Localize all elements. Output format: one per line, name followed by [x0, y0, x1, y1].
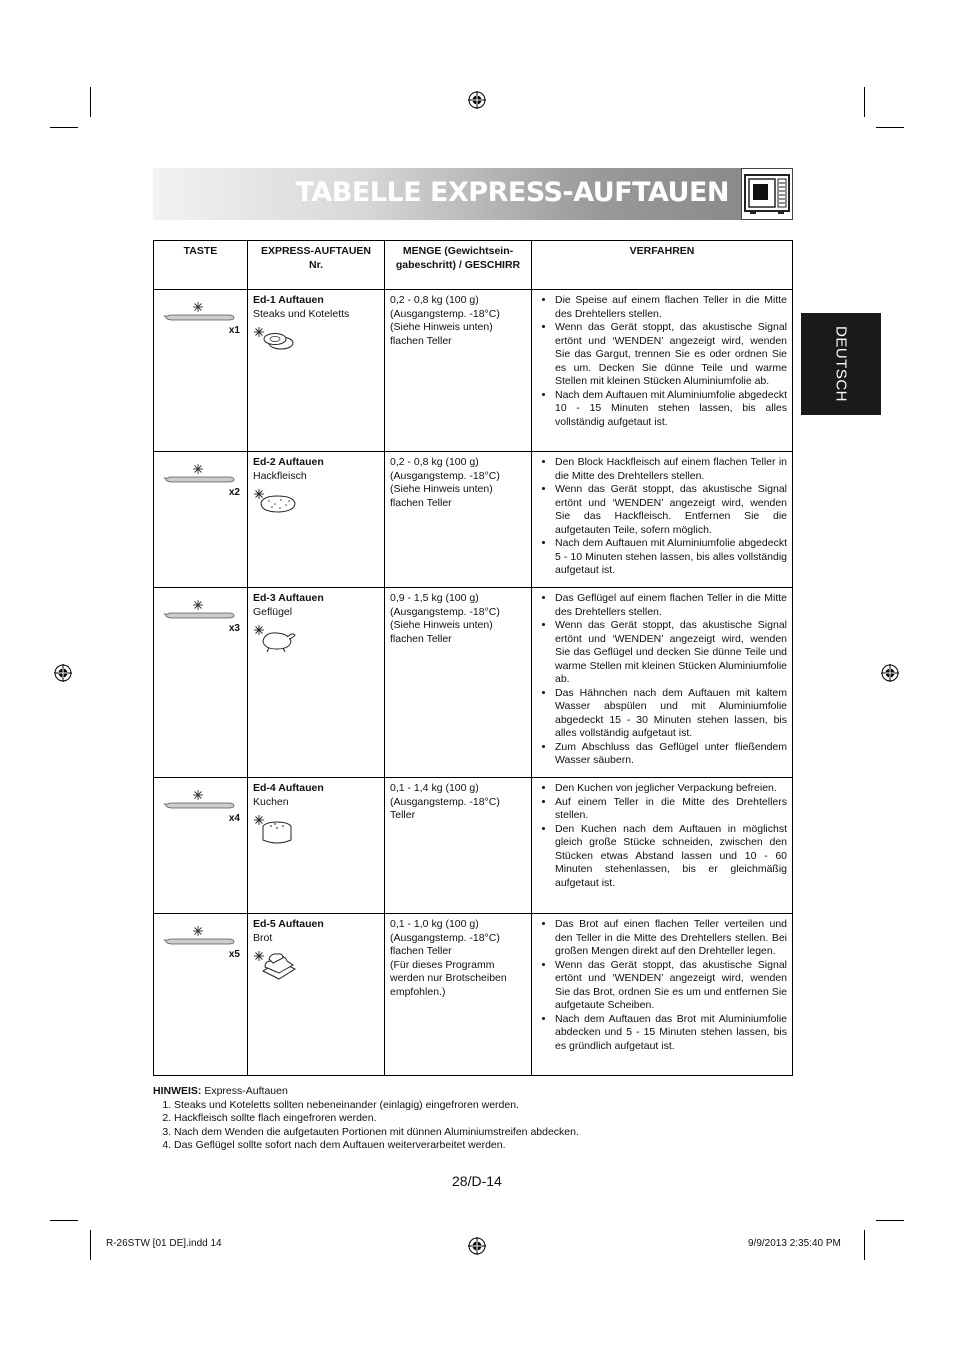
minced-meat-icon — [253, 487, 297, 515]
bread-icon — [253, 949, 297, 981]
express-defrost-key-icon — [164, 598, 236, 622]
microwave-icon — [741, 168, 793, 220]
quantity-line: (Ausgangstemp. -18°C) — [390, 469, 500, 482]
quantity-line: flachen Teller — [390, 632, 452, 645]
quantity-cell — [385, 452, 532, 588]
quantity-line: 0,1 - 1,0 kg (100 g) — [390, 918, 479, 930]
program-cell — [248, 588, 385, 778]
quantity-line: (Siehe Hinweis unten) — [390, 619, 493, 631]
quantity-line: 0,1 - 1,4 kg (100 g) — [390, 782, 479, 794]
quantity-line: Teller — [390, 809, 416, 821]
express-defrost-key-icon — [164, 462, 236, 486]
quantity-cell — [385, 778, 532, 914]
header-quantity: MENGE (Gewichtsein-gabeschritt) / GESCHIRR — [385, 241, 532, 290]
key-cell — [154, 778, 248, 914]
food-type: Kuchen — [253, 795, 289, 808]
procedure-step: • Auf einem Teller in die Mitte des Drehtellers stellen. — [555, 796, 787, 823]
table-row — [154, 914, 793, 1076]
quantity-line: (Siehe Hinweis unten) — [390, 483, 493, 495]
procedure-step: • Das Brot auf einen flachen Teller verteilen und den Teller in die Mitte des Drehtellers stellen. Bei großen Mengen direkt auf den Drehteller legen. — [555, 918, 787, 959]
quantity-line: (Siehe Hinweis unten) — [390, 321, 493, 333]
procedure-cell — [532, 290, 793, 452]
procedure-cell — [532, 588, 793, 778]
press-count: x4 — [228, 813, 240, 824]
procedure-step: • Wenn das Gerät stoppt, das akustische Signal ertönt und ‘WENDEN’ angezeigt wird, wenden Sie das Gargut, trennen Sie es oder ordnen Sie es um. Decken Sie dünne Teile und warme Stellen mit kleinen Stücken Aluminiumfolie ab. — [555, 321, 787, 389]
express-defrost-table — [153, 240, 793, 1076]
express-defrost-key-icon — [164, 924, 236, 948]
cake-icon — [253, 813, 297, 847]
registration-mark-icon — [54, 664, 72, 682]
note-item: 4. Das Geflügel sollte sofort nach dem Auftauen weiterverarbeitet werden. — [174, 1139, 579, 1153]
press-count: x1 — [228, 325, 240, 336]
press-count: x2 — [228, 487, 240, 498]
table-row — [154, 588, 793, 778]
procedure-step: • Nach dem Auftauen das Brot mit Aluminiumfolie abdecken und 5 - 15 Minuten stehen lassen, bis es gründlich aufgetaut ist. — [555, 1013, 787, 1054]
crop-mark — [90, 87, 91, 117]
procedure-step: • Das Geflügel auf einem flachen Teller in die Mitte des Drehtellers stellen. — [555, 592, 787, 619]
header-key: TASTE — [154, 241, 248, 290]
program-name: Ed-2 Auftauen — [253, 456, 324, 468]
procedure-cell — [532, 914, 793, 1076]
quantity-cell — [385, 588, 532, 778]
procedure-step: • Wenn das Gerät stoppt, das akustische Signal ertönt und ‘WENDEN’ angezeigt wird, wenden Sie das Hackfleisch. Entfernen Sie die aufgetauten Teile, sofern möglich. — [555, 483, 787, 537]
press-count: x3 — [228, 623, 240, 634]
file-slug: R-26STW [01 DE].indd 14 — [106, 1238, 222, 1249]
express-defrost-key-icon — [164, 788, 236, 812]
crop-mark — [864, 87, 865, 117]
registration-mark-icon — [881, 664, 899, 682]
registration-mark-icon — [468, 1237, 486, 1255]
quantity-line: (Ausgangstemp. -18°C) — [390, 307, 500, 320]
quantity-line: 0,2 - 0,8 kg (100 g) — [390, 456, 479, 468]
language-label: DEUTSCH — [832, 325, 850, 403]
quantity-line: (Ausgangstemp. -18°C) — [390, 795, 500, 808]
language-tab — [801, 313, 881, 415]
program-cell — [248, 290, 385, 452]
procedure-step: • Den Kuchen von jeglicher Verpackung befreien. — [555, 782, 787, 796]
key-cell — [154, 914, 248, 1076]
program-name: Ed-1 Auftauen — [253, 294, 324, 306]
key-cell — [154, 290, 248, 452]
note-item: 2. Hackfleisch sollte flach eingefroren werden. — [174, 1112, 579, 1126]
procedure-step: • Zum Abschluss das Geflügel unter fließendem Wasser säubern. — [555, 741, 787, 768]
poultry-icon — [253, 623, 297, 653]
crop-mark — [876, 1220, 904, 1221]
notes-section — [153, 1085, 579, 1153]
quantity-cell — [385, 290, 532, 452]
registration-mark-icon — [468, 91, 486, 109]
procedure-step: • Nach dem Auftauen mit Aluminiumfolie abgedeckt 5 - 10 Minuten stehen lassen, bis alles vollständig aufgetaut ist. — [555, 537, 787, 578]
steak-icon — [253, 325, 297, 353]
program-cell — [248, 452, 385, 588]
quantity-line: (Ausgangstemp. -18°C) — [390, 605, 500, 618]
note-heading-line — [153, 1085, 579, 1099]
note-label: HINWEIS: — [153, 1085, 202, 1097]
procedure-step: • Wenn das Gerät stoppt, das akustische Signal ertönt und ‘WENDEN’ angezeigt wird, wenden Sie das Geflügel und decken Sie dünne Teile und warme Stellen mit kleinen Stücken Aluminiumfolie ab. — [555, 619, 787, 687]
procedure-step: • Die Speise auf einem flachen Teller in die Mitte des Drehtellers stellen. — [555, 294, 787, 321]
quantity-line: 0,2 - 0,8 kg (100 g) — [390, 294, 479, 306]
food-type: Steaks und Koteletts — [253, 307, 350, 320]
food-type: Brot — [253, 931, 273, 944]
quantity-line: (Für dieses Programm werden nur Brotscheiben empfohlen.) — [390, 958, 507, 998]
procedure-cell — [532, 452, 793, 588]
crop-mark — [50, 127, 78, 128]
program-name: Ed-5 Auftauen — [253, 918, 324, 930]
food-type: Geflügel — [253, 605, 293, 618]
program-name: Ed-3 Auftauen — [253, 592, 324, 604]
print-timestamp: 9/9/2013 2:35:40 PM — [748, 1238, 841, 1249]
express-defrost-key-icon — [164, 300, 236, 324]
procedure-step: • Das Hähnchen nach dem Auftauen mit kaltem Wasser abspülen und mit Aluminiumfolie abgedeckt 15 - 30 Minuten stehen lassen, bis alles vollständig aufgetaut ist. — [555, 687, 787, 741]
press-count: x5 — [228, 949, 240, 960]
procedure-step: • Nach dem Auftauen mit Aluminiumfolie abgedeckt 10 - 15 Minuten stehen lassen, bis alles vollständig aufgetaut ist. — [555, 389, 787, 430]
program-name: Ed-4 Auftauen — [253, 782, 324, 794]
page-title: TABELLE EXPRESS-AUFTAUEN — [295, 177, 729, 208]
table-header-row — [154, 241, 793, 290]
procedure-step: • Den Block Hackfleisch auf einem flachen Teller in die Mitte des Drehtellers stellen. — [555, 456, 787, 483]
crop-mark — [876, 127, 904, 128]
table-row — [154, 290, 793, 452]
header-procedure: VERFAHREN — [532, 241, 793, 290]
table-row — [154, 778, 793, 914]
procedure-step: • Den Kuchen nach dem Auftauen in möglichst gleich große Stücke schneiden, zwischen den Stücken etwas Abstand lassen und 10 - 60 Minuten stehenlassen, bis er gleichmäßig aufgetaut ist. — [555, 823, 787, 891]
quantity-line: flachen Teller — [390, 945, 452, 957]
procedure-cell — [532, 778, 793, 914]
program-cell — [248, 914, 385, 1076]
quantity-line: 0,9 - 1,5 kg (100 g) — [390, 592, 479, 604]
key-cell — [154, 588, 248, 778]
procedure-step: • Wenn das Gerät stoppt, das akustische Signal ertönt und ‘WENDEN’ angezeigt wird, wenden Sie das Brot, ordnen Sie es um und entfernen Sie aufgetaute Scheiben. — [555, 959, 787, 1013]
program-cell — [248, 778, 385, 914]
note-item: 3. Nach dem Wenden die aufgetauten Portionen mit dünnen Aluminiumstreifen abdecken. — [174, 1126, 579, 1140]
food-type: Hackfleisch — [253, 469, 307, 482]
quantity-line: flachen Teller — [390, 334, 452, 347]
key-cell — [154, 452, 248, 588]
page-number: 28/D-14 — [452, 1173, 502, 1189]
table-row — [154, 452, 793, 588]
crop-mark — [864, 1230, 865, 1260]
quantity-cell — [385, 914, 532, 1076]
quantity-line: (Ausgangstemp. -18°C) — [390, 931, 500, 944]
title-band — [153, 168, 741, 220]
note-heading: Express-Auftauen — [204, 1085, 288, 1097]
quantity-line: flachen Teller — [390, 496, 452, 509]
header-program: EXPRESS-AUFTAUEN Nr. — [248, 241, 385, 290]
crop-mark — [90, 1230, 91, 1260]
note-item: 1. Steaks und Koteletts sollten nebeneinander (einlagig) eingefroren werden. — [174, 1099, 579, 1113]
crop-mark — [50, 1220, 78, 1221]
